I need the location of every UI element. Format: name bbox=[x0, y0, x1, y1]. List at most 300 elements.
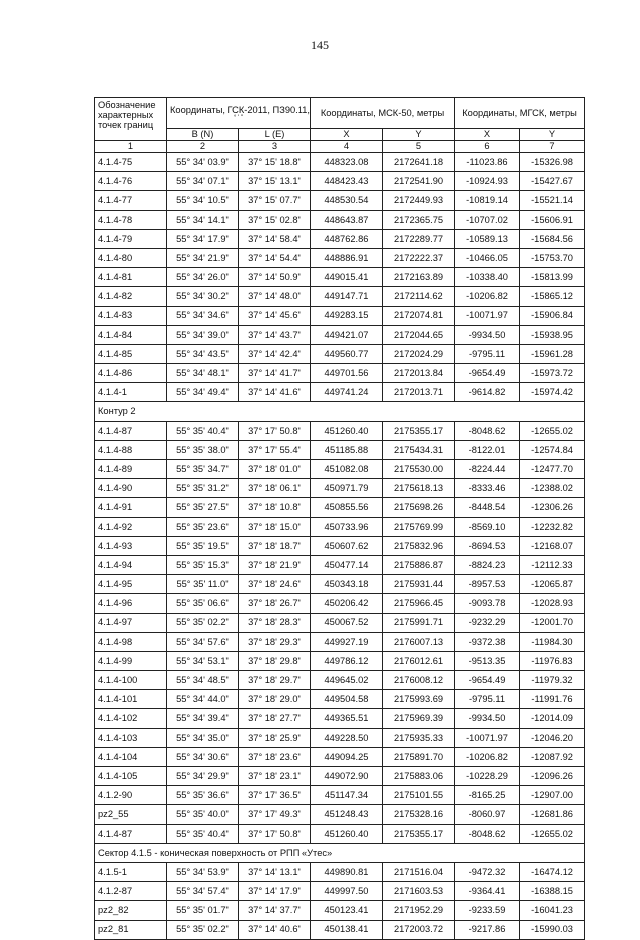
header-mgsk: Координаты, МГСК, метры bbox=[455, 98, 585, 129]
cell-y-mgsk: -12655.02 bbox=[520, 421, 585, 440]
cell-y-msk: 2172044.65 bbox=[383, 325, 455, 344]
cell-lat: 55° 34' 30.2" bbox=[167, 287, 239, 306]
cell-x-msk: 450971.79 bbox=[311, 479, 383, 498]
cell-x-msk: 449560.77 bbox=[311, 344, 383, 363]
cell-y-msk: 2172449.93 bbox=[383, 191, 455, 210]
cell-lon: 37° 18' 21.9" bbox=[239, 555, 311, 574]
cell-lon: 37° 15' 07.7" bbox=[239, 191, 311, 210]
cell-x-msk: 450343.18 bbox=[311, 575, 383, 594]
cell-x-mgsk: -8569.10 bbox=[455, 517, 520, 536]
table-row bbox=[95, 344, 585, 363]
cell-x-mgsk: -8694.53 bbox=[455, 536, 520, 555]
cell-x-msk: 449072.90 bbox=[311, 767, 383, 786]
cell-lon: 37° 14' 17.9" bbox=[239, 882, 311, 901]
cell-point-id: 4.1.4-1 bbox=[95, 383, 167, 402]
cell-x-msk: 449283.15 bbox=[311, 306, 383, 325]
cell-lon: 37° 14' 41.6" bbox=[239, 383, 311, 402]
cell-y-msk: 2172013.71 bbox=[383, 383, 455, 402]
table-row bbox=[95, 306, 585, 325]
cell-y-mgsk: -16388.15 bbox=[520, 882, 585, 901]
cell-lon: 37° 14' 40.6" bbox=[239, 920, 311, 939]
cell-lat: 55° 35' 27.5" bbox=[167, 498, 239, 517]
cell-x-mgsk: -8048.62 bbox=[455, 824, 520, 843]
cell-x-msk: 449015.41 bbox=[311, 268, 383, 287]
cell-x-msk: 451260.40 bbox=[311, 824, 383, 843]
cell-point-id: 4.1.4-90 bbox=[95, 479, 167, 498]
cell-y-msk: 2172163.89 bbox=[383, 268, 455, 287]
cell-lon: 37° 15' 02.8" bbox=[239, 210, 311, 229]
cell-lat: 55° 34' 26.0" bbox=[167, 268, 239, 287]
section-title: Контур 2 bbox=[95, 402, 585, 421]
cell-y-mgsk: -12112.33 bbox=[520, 555, 585, 574]
cell-lat: 55° 34' 35.0" bbox=[167, 728, 239, 747]
cell-x-mgsk: -8824.23 bbox=[455, 555, 520, 574]
cell-y-mgsk: -12087.92 bbox=[520, 747, 585, 766]
cell-x-msk: 451082.08 bbox=[311, 460, 383, 479]
cell-y-mgsk: -12574.84 bbox=[520, 440, 585, 459]
cell-lon: 37° 14' 58.4" bbox=[239, 229, 311, 248]
cell-x-msk: 449365.51 bbox=[311, 709, 383, 728]
cell-point-id: 4.1.4-100 bbox=[95, 671, 167, 690]
cell-y-mgsk: -15326.98 bbox=[520, 153, 585, 172]
cell-point-id: 4.1.4-101 bbox=[95, 690, 167, 709]
cell-x-mgsk: -9093.78 bbox=[455, 594, 520, 613]
col-number: 4 bbox=[311, 141, 383, 153]
table-row bbox=[95, 728, 585, 747]
cell-lat: 55° 34' 48.5" bbox=[167, 671, 239, 690]
cell-lat: 55° 34' 48.1" bbox=[167, 364, 239, 383]
cell-point-id: 4.1.4-84 bbox=[95, 325, 167, 344]
cell-lat: 55° 34' 53.1" bbox=[167, 651, 239, 670]
table-row bbox=[95, 747, 585, 766]
table-row bbox=[95, 229, 585, 248]
cell-point-id: 4.1.2-87 bbox=[95, 882, 167, 901]
cell-y-mgsk: -11979.32 bbox=[520, 671, 585, 690]
table-row bbox=[95, 786, 585, 805]
cell-lon: 37° 18' 01.0" bbox=[239, 460, 311, 479]
cell-x-mgsk: -10924.93 bbox=[455, 172, 520, 191]
cell-y-msk: 2175883.06 bbox=[383, 767, 455, 786]
cell-y-msk: 2175530.00 bbox=[383, 460, 455, 479]
cell-y-mgsk: -16041.23 bbox=[520, 901, 585, 920]
cell-lon: 37° 14' 43.7" bbox=[239, 325, 311, 344]
cell-x-msk: 449927.19 bbox=[311, 632, 383, 651]
header-gsk-units: ° ' " bbox=[233, 115, 243, 122]
cell-y-msk: 2175355.17 bbox=[383, 421, 455, 440]
cell-y-msk: 2171516.04 bbox=[383, 862, 455, 881]
cell-y-msk: 2175931.44 bbox=[383, 575, 455, 594]
table-row bbox=[95, 920, 585, 939]
col-number: 7 bbox=[520, 141, 585, 153]
cell-lat: 55° 34' 49.4" bbox=[167, 383, 239, 402]
cell-y-mgsk: -15684.56 bbox=[520, 229, 585, 248]
cell-point-id: 4.1.4-89 bbox=[95, 460, 167, 479]
section-title: Сектор 4.1.5 - коническая поверхность от РПП «Утес» bbox=[95, 843, 585, 862]
cell-lon: 37° 18' 28.3" bbox=[239, 613, 311, 632]
cell-point-id: 4.1.4-99 bbox=[95, 651, 167, 670]
cell-lon: 37° 14' 37.7" bbox=[239, 901, 311, 920]
table-row bbox=[95, 575, 585, 594]
cell-y-mgsk: -12681.86 bbox=[520, 805, 585, 824]
cell-lon: 37° 18' 29.7" bbox=[239, 671, 311, 690]
cell-lon: 37° 17' 36.5" bbox=[239, 786, 311, 805]
cell-x-msk: 449786.12 bbox=[311, 651, 383, 670]
section-row bbox=[95, 843, 585, 862]
cell-x-mgsk: -9614.82 bbox=[455, 383, 520, 402]
cell-lat: 55° 35' 36.6" bbox=[167, 786, 239, 805]
cell-y-msk: 2172222.37 bbox=[383, 248, 455, 267]
cell-x-mgsk: -10707.02 bbox=[455, 210, 520, 229]
cell-point-id: 4.1.4-95 bbox=[95, 575, 167, 594]
cell-point-id: 4.1.4-88 bbox=[95, 440, 167, 459]
cell-x-msk: 448886.91 bbox=[311, 248, 383, 267]
cell-point-id: 4.1.4-91 bbox=[95, 498, 167, 517]
cell-x-mgsk: -9934.50 bbox=[455, 325, 520, 344]
cell-x-mgsk: -10206.82 bbox=[455, 747, 520, 766]
cell-y-msk: 2176012.61 bbox=[383, 651, 455, 670]
table-row bbox=[95, 824, 585, 843]
cell-x-msk: 451248.43 bbox=[311, 805, 383, 824]
table-row bbox=[95, 460, 585, 479]
cell-lat: 55° 34' 07.1" bbox=[167, 172, 239, 191]
cell-lon: 37° 14' 41.7" bbox=[239, 364, 311, 383]
table-row bbox=[95, 882, 585, 901]
table-row bbox=[95, 421, 585, 440]
cell-lat: 55° 34' 29.9" bbox=[167, 767, 239, 786]
cell-lat: 55° 35' 38.0" bbox=[167, 440, 239, 459]
cell-y-mgsk: -12046.20 bbox=[520, 728, 585, 747]
cell-lat: 55° 34' 53.9" bbox=[167, 862, 239, 881]
cell-lon: 37° 17' 55.4" bbox=[239, 440, 311, 459]
cell-lat: 55° 34' 34.6" bbox=[167, 306, 239, 325]
cell-x-mgsk: -10228.29 bbox=[455, 767, 520, 786]
cell-lon: 37° 15' 18.8" bbox=[239, 153, 311, 172]
cell-lat: 55° 34' 43.5" bbox=[167, 344, 239, 363]
cell-y-msk: 2175969.39 bbox=[383, 709, 455, 728]
cell-x-msk: 450733.96 bbox=[311, 517, 383, 536]
cell-lon: 37° 14' 13.1" bbox=[239, 862, 311, 881]
cell-y-mgsk: -12907.00 bbox=[520, 786, 585, 805]
table-row bbox=[95, 805, 585, 824]
cell-x-mgsk: -8060.97 bbox=[455, 805, 520, 824]
header-gsk-label: Координаты, ГСК-2011, ПЗ90.11, bbox=[170, 104, 310, 115]
col-number: 1 bbox=[95, 141, 167, 153]
table-row bbox=[95, 268, 585, 287]
cell-point-id: 4.1.4-85 bbox=[95, 344, 167, 363]
cell-x-msk: 451260.40 bbox=[311, 421, 383, 440]
cell-y-msk: 2175698.26 bbox=[383, 498, 455, 517]
cell-point-id: 4.1.4-79 bbox=[95, 229, 167, 248]
cell-lat: 55° 35' 40.4" bbox=[167, 824, 239, 843]
cell-x-msk: 448423.43 bbox=[311, 172, 383, 191]
cell-y-mgsk: -12028.93 bbox=[520, 594, 585, 613]
cell-lon: 37° 17' 49.3" bbox=[239, 805, 311, 824]
cell-x-mgsk: -8224.44 bbox=[455, 460, 520, 479]
cell-x-msk: 448762.86 bbox=[311, 229, 383, 248]
table-row bbox=[95, 594, 585, 613]
header-y-msk: Y bbox=[383, 129, 455, 141]
cell-point-id: 4.1.4-93 bbox=[95, 536, 167, 555]
cell-y-mgsk: -12001.70 bbox=[520, 613, 585, 632]
cell-x-msk: 451147.34 bbox=[311, 786, 383, 805]
cell-point-id: 4.1.2-90 bbox=[95, 786, 167, 805]
table-row bbox=[95, 651, 585, 670]
table-row bbox=[95, 191, 585, 210]
cell-y-msk: 2175886.87 bbox=[383, 555, 455, 574]
cell-y-mgsk: -15974.42 bbox=[520, 383, 585, 402]
cell-point-id: 4.1.4-80 bbox=[95, 248, 167, 267]
cell-y-mgsk: -15938.95 bbox=[520, 325, 585, 344]
cell-y-msk: 2172003.72 bbox=[383, 920, 455, 939]
cell-y-msk: 2172365.75 bbox=[383, 210, 455, 229]
cell-lat: 55° 35' 19.5" bbox=[167, 536, 239, 555]
cell-y-msk: 2172289.77 bbox=[383, 229, 455, 248]
cell-x-msk: 450607.62 bbox=[311, 536, 383, 555]
cell-y-msk: 2171603.53 bbox=[383, 882, 455, 901]
cell-x-msk: 449890.81 bbox=[311, 862, 383, 881]
header-x-msk: X bbox=[311, 129, 383, 141]
cell-x-msk: 449421.07 bbox=[311, 325, 383, 344]
cell-y-mgsk: -15990.03 bbox=[520, 920, 585, 939]
cell-x-mgsk: -10819.14 bbox=[455, 191, 520, 210]
cell-x-msk: 450477.14 bbox=[311, 555, 383, 574]
cell-y-mgsk: -15906.84 bbox=[520, 306, 585, 325]
cell-x-mgsk: -9217.86 bbox=[455, 920, 520, 939]
cell-y-msk: 2175935.33 bbox=[383, 728, 455, 747]
cell-x-msk: 451185.88 bbox=[311, 440, 383, 459]
coordinates-table bbox=[94, 97, 585, 940]
table-row bbox=[95, 901, 585, 920]
cell-x-mgsk: -9472.32 bbox=[455, 862, 520, 881]
cell-y-mgsk: -12232.82 bbox=[520, 517, 585, 536]
cell-x-mgsk: -9795.11 bbox=[455, 690, 520, 709]
cell-lat: 55° 34' 03.9" bbox=[167, 153, 239, 172]
table-row bbox=[95, 709, 585, 728]
cell-y-mgsk: -12096.26 bbox=[520, 767, 585, 786]
cell-y-msk: 2171952.29 bbox=[383, 901, 455, 920]
cell-x-mgsk: -9934.50 bbox=[455, 709, 520, 728]
cell-lat: 55° 34' 39.4" bbox=[167, 709, 239, 728]
header-point-label: Обозначение характерных точек границ bbox=[95, 98, 167, 141]
cell-point-id: 4.1.4-97 bbox=[95, 613, 167, 632]
cell-lat: 55° 35' 40.0" bbox=[167, 805, 239, 824]
cell-y-mgsk: -15961.28 bbox=[520, 344, 585, 363]
cell-lat: 55° 34' 44.0" bbox=[167, 690, 239, 709]
cell-y-mgsk: -15753.70 bbox=[520, 248, 585, 267]
cell-lon: 37° 18' 23.1" bbox=[239, 767, 311, 786]
cell-x-msk: 449504.58 bbox=[311, 690, 383, 709]
cell-point-id: 4.1.4-81 bbox=[95, 268, 167, 287]
cell-lon: 37° 18' 18.7" bbox=[239, 536, 311, 555]
cell-y-mgsk: -15865.12 bbox=[520, 287, 585, 306]
col-number: 2 bbox=[167, 141, 239, 153]
table-row bbox=[95, 690, 585, 709]
cell-lat: 55° 34' 17.9" bbox=[167, 229, 239, 248]
cell-y-mgsk: -12477.70 bbox=[520, 460, 585, 479]
table-row bbox=[95, 172, 585, 191]
cell-lon: 37° 18' 10.8" bbox=[239, 498, 311, 517]
cell-y-msk: 2175891.70 bbox=[383, 747, 455, 766]
cell-point-id: 4.1.4-86 bbox=[95, 364, 167, 383]
cell-y-msk: 2175328.16 bbox=[383, 805, 455, 824]
table-row bbox=[95, 671, 585, 690]
header-msk: Координаты, МСК-50, метры bbox=[311, 98, 455, 129]
cell-lon: 37° 14' 42.4" bbox=[239, 344, 311, 363]
cell-lat: 55° 35' 06.6" bbox=[167, 594, 239, 613]
table-row bbox=[95, 440, 585, 459]
cell-lon: 37° 15' 13.1" bbox=[239, 172, 311, 191]
cell-x-mgsk: -11023.86 bbox=[455, 153, 520, 172]
cell-x-msk: 448643.87 bbox=[311, 210, 383, 229]
cell-lon: 37° 18' 29.8" bbox=[239, 651, 311, 670]
cell-lon: 37° 18' 27.7" bbox=[239, 709, 311, 728]
cell-x-mgsk: -9372.38 bbox=[455, 632, 520, 651]
cell-x-mgsk: -9233.59 bbox=[455, 901, 520, 920]
cell-lat: 55° 34' 57.6" bbox=[167, 632, 239, 651]
cell-x-msk: 449701.56 bbox=[311, 364, 383, 383]
section-row bbox=[95, 402, 585, 421]
cell-lon: 37° 14' 48.0" bbox=[239, 287, 311, 306]
cell-point-id: 4.1.4-103 bbox=[95, 728, 167, 747]
cell-y-msk: 2175832.96 bbox=[383, 536, 455, 555]
cell-x-mgsk: -8165.25 bbox=[455, 786, 520, 805]
table-row bbox=[95, 613, 585, 632]
cell-x-mgsk: -9513.35 bbox=[455, 651, 520, 670]
cell-x-mgsk: -10071.97 bbox=[455, 728, 520, 747]
cell-lat: 55° 34' 57.4" bbox=[167, 882, 239, 901]
cell-point-id: 4.1.4-104 bbox=[95, 747, 167, 766]
cell-y-mgsk: -16474.12 bbox=[520, 862, 585, 881]
cell-y-mgsk: -11976.83 bbox=[520, 651, 585, 670]
cell-y-mgsk: -12655.02 bbox=[520, 824, 585, 843]
cell-y-mgsk: -15813.99 bbox=[520, 268, 585, 287]
cell-lat: 55° 34' 14.1" bbox=[167, 210, 239, 229]
cell-y-msk: 2172074.81 bbox=[383, 306, 455, 325]
cell-lat: 55° 35' 02.2" bbox=[167, 920, 239, 939]
cell-x-mgsk: -9364.41 bbox=[455, 882, 520, 901]
cell-x-mgsk: -10071.97 bbox=[455, 306, 520, 325]
cell-point-id: 4.1.4-94 bbox=[95, 555, 167, 574]
table-row bbox=[95, 248, 585, 267]
header-y-mgsk: Y bbox=[520, 129, 585, 141]
cell-lat: 55° 35' 01.7" bbox=[167, 901, 239, 920]
cell-lon: 37° 18' 26.7" bbox=[239, 594, 311, 613]
cell-y-mgsk: -15606.91 bbox=[520, 210, 585, 229]
table-body bbox=[95, 153, 585, 940]
cell-y-msk: 2176008.12 bbox=[383, 671, 455, 690]
cell-point-id: 4.1.4-76 bbox=[95, 172, 167, 191]
cell-x-msk: 450855.56 bbox=[311, 498, 383, 517]
cell-lat: 55° 35' 40.4" bbox=[167, 421, 239, 440]
table-row bbox=[95, 517, 585, 536]
cell-x-mgsk: -10589.13 bbox=[455, 229, 520, 248]
cell-point-id: 4.1.4-92 bbox=[95, 517, 167, 536]
cell-y-mgsk: -12014.09 bbox=[520, 709, 585, 728]
cell-x-msk: 448530.54 bbox=[311, 191, 383, 210]
cell-x-mgsk: -8957.53 bbox=[455, 575, 520, 594]
cell-lon: 37° 18' 29.0" bbox=[239, 690, 311, 709]
cell-y-msk: 2172114.62 bbox=[383, 287, 455, 306]
cell-y-msk: 2172013.84 bbox=[383, 364, 455, 383]
cell-x-mgsk: -9654.49 bbox=[455, 364, 520, 383]
cell-lat: 55° 35' 15.3" bbox=[167, 555, 239, 574]
cell-y-msk: 2175966.45 bbox=[383, 594, 455, 613]
col-number: 5 bbox=[383, 141, 455, 153]
cell-point-id: 4.1.4-96 bbox=[95, 594, 167, 613]
table-row bbox=[95, 153, 585, 172]
table-row bbox=[95, 287, 585, 306]
cell-lon: 37° 18' 29.3" bbox=[239, 632, 311, 651]
cell-point-id: 4.1.4-87 bbox=[95, 824, 167, 843]
cell-x-msk: 449147.71 bbox=[311, 287, 383, 306]
cell-point-id: 4.1.4-102 bbox=[95, 709, 167, 728]
cell-x-msk: 449645.02 bbox=[311, 671, 383, 690]
cell-y-mgsk: -12065.87 bbox=[520, 575, 585, 594]
cell-point-id: 4.1.4-77 bbox=[95, 191, 167, 210]
cell-y-msk: 2175769.99 bbox=[383, 517, 455, 536]
cell-point-id: 4.1.4-87 bbox=[95, 421, 167, 440]
cell-x-mgsk: -10206.82 bbox=[455, 287, 520, 306]
cell-x-mgsk: -8448.54 bbox=[455, 498, 520, 517]
cell-y-msk: 2172024.29 bbox=[383, 344, 455, 363]
cell-lon: 37° 14' 45.6" bbox=[239, 306, 311, 325]
table-row bbox=[95, 325, 585, 344]
header-x-mgsk: X bbox=[455, 129, 520, 141]
cell-x-mgsk: -9654.49 bbox=[455, 671, 520, 690]
cell-y-msk: 2175434.31 bbox=[383, 440, 455, 459]
cell-lat: 55° 35' 02.2" bbox=[167, 613, 239, 632]
cell-point-id: 4.1.4-75 bbox=[95, 153, 167, 172]
cell-point-id: pz2_55 bbox=[95, 805, 167, 824]
cell-point-id: 4.1.4-105 bbox=[95, 767, 167, 786]
cell-y-msk: 2175993.69 bbox=[383, 690, 455, 709]
cell-x-mgsk: -10466.05 bbox=[455, 248, 520, 267]
cell-lon: 37° 17' 50.8" bbox=[239, 421, 311, 440]
cell-x-mgsk: -8048.62 bbox=[455, 421, 520, 440]
table-row bbox=[95, 498, 585, 517]
cell-x-mgsk: -10338.40 bbox=[455, 268, 520, 287]
cell-lat: 55° 34' 39.0" bbox=[167, 325, 239, 344]
cell-lon: 37° 18' 24.6" bbox=[239, 575, 311, 594]
cell-x-msk: 450123.41 bbox=[311, 901, 383, 920]
table-row bbox=[95, 479, 585, 498]
cell-x-msk: 450206.42 bbox=[311, 594, 383, 613]
cell-lat: 55° 34' 30.6" bbox=[167, 747, 239, 766]
cell-lat: 55° 34' 21.9" bbox=[167, 248, 239, 267]
cell-lat: 55° 35' 11.0" bbox=[167, 575, 239, 594]
cell-y-mgsk: -15427.67 bbox=[520, 172, 585, 191]
table-row bbox=[95, 862, 585, 881]
cell-point-id: 4.1.4-83 bbox=[95, 306, 167, 325]
header-l: L (E) bbox=[239, 129, 311, 141]
table-row bbox=[95, 767, 585, 786]
cell-x-mgsk: -9795.11 bbox=[455, 344, 520, 363]
cell-x-msk: 450067.52 bbox=[311, 613, 383, 632]
table-row bbox=[95, 383, 585, 402]
cell-lat: 55° 35' 34.7" bbox=[167, 460, 239, 479]
cell-x-msk: 449741.24 bbox=[311, 383, 383, 402]
cell-lon: 37° 14' 50.9" bbox=[239, 268, 311, 287]
cell-y-msk: 2175991.71 bbox=[383, 613, 455, 632]
cell-point-id: 4.1.4-82 bbox=[95, 287, 167, 306]
cell-y-mgsk: -15973.72 bbox=[520, 364, 585, 383]
cell-y-msk: 2175355.17 bbox=[383, 824, 455, 843]
cell-x-mgsk: -8122.01 bbox=[455, 440, 520, 459]
table-row bbox=[95, 210, 585, 229]
col-number: 6 bbox=[455, 141, 520, 153]
cell-lon: 37° 18' 06.1" bbox=[239, 479, 311, 498]
cell-x-mgsk: -8333.46 bbox=[455, 479, 520, 498]
